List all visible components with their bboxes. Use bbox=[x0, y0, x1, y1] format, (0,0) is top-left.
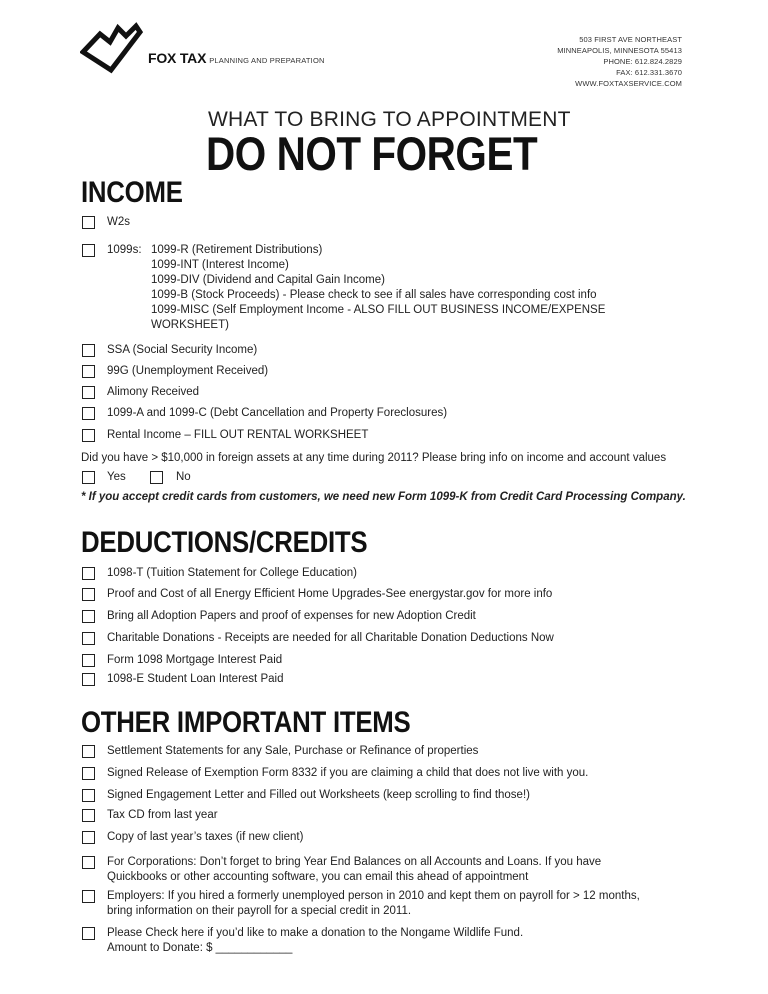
address-line: MINNEAPOLIS, MINNESOTA 55413 bbox=[557, 46, 682, 55]
item-label: Signed Engagement Letter and Filled out Worksheets (keep scrolling to find those!) bbox=[107, 789, 530, 801]
no-label: No bbox=[176, 471, 191, 483]
form-1099-line: 1099-INT (Interest Income) bbox=[151, 259, 289, 271]
donation-line: Please Check here if you’d like to make a donation to the Nongame Wildlife Fund. bbox=[107, 927, 524, 939]
checkbox-w2s[interactable] bbox=[82, 216, 95, 229]
checkbox-engagement[interactable] bbox=[82, 789, 95, 802]
checkbox-mortgage[interactable] bbox=[82, 654, 95, 667]
item-label: 99G (Unemployment Received) bbox=[107, 365, 269, 377]
form-1099s-label: 1099s: bbox=[107, 244, 142, 256]
yes-label: Yes bbox=[107, 471, 126, 483]
item-label: Bring all Adoption Papers and proof of expenses for new Adoption Credit bbox=[107, 610, 476, 622]
checkbox-no[interactable] bbox=[150, 471, 163, 484]
item-label: Rental Income – FILL OUT RENTAL WORKSHEET bbox=[107, 429, 369, 441]
fox-tax-logo-icon bbox=[80, 22, 144, 78]
employers-line: Employers: If you hired a formerly unemployed person in 2010 and kept them on payroll for > 12 months, bbox=[107, 890, 640, 902]
page-title: DO NOT FORGET bbox=[206, 127, 538, 180]
checkbox-nongame-wildlife[interactable] bbox=[82, 927, 95, 940]
item-label: Proof and Cost of all Energy Efficient Home Upgrades-See energystar.gov for more info bbox=[107, 588, 553, 600]
checkbox-last-year-taxes[interactable] bbox=[82, 831, 95, 844]
item-label: SSA (Social Security Income) bbox=[107, 344, 258, 356]
checkbox-alimony[interactable] bbox=[82, 386, 95, 399]
phone: PHONE: 612.824.2829 bbox=[603, 57, 682, 66]
item-label: Settlement Statements for any Sale, Purchase or Refinance of properties bbox=[107, 745, 479, 757]
corporations-line: Quickbooks or other accounting software, you can email this ahead of appointment bbox=[107, 871, 529, 883]
section-heading-other: OTHER IMPORTANT ITEMS bbox=[81, 706, 411, 739]
checkbox-student-loan[interactable] bbox=[82, 673, 95, 686]
item-label: W2s bbox=[107, 216, 130, 228]
form-1099-line: 1099-R (Retirement Distributions) bbox=[151, 244, 323, 256]
address-block bbox=[557, 34, 682, 89]
corporations-line: For Corporations: Don’t forget to bring Year End Balances on all Accounts and Loans. If you have bbox=[107, 856, 602, 868]
checkbox-1098t[interactable] bbox=[82, 567, 95, 580]
website: WWW.FOXTAXSERVICE.COM bbox=[575, 79, 682, 88]
fax: FAX: 612.331.3670 bbox=[616, 68, 682, 77]
donation-amount[interactable]: Amount to Donate: $ ____________ bbox=[107, 942, 293, 954]
item-label: Tax CD from last year bbox=[107, 809, 218, 821]
checkbox-adoption[interactable] bbox=[82, 610, 95, 623]
checkbox-tax-cd[interactable] bbox=[82, 809, 95, 822]
item-label: Copy of last year’s taxes (if new client) bbox=[107, 831, 304, 843]
section-heading-income: INCOME bbox=[81, 176, 183, 209]
item-label: 1098-E Student Loan Interest Paid bbox=[107, 673, 284, 685]
item-label: Charitable Donations - Receipts are needed for all Charitable Donation Deductions Now bbox=[107, 632, 554, 644]
checkbox-ssa[interactable] bbox=[82, 344, 95, 357]
foreign-assets-question: Did you have > $10,000 in foreign assets at any time during 2011? Please bring info on income and account values bbox=[81, 452, 667, 464]
form-1099-line: 1099-B (Stock Proceeds) - Please check to see if all sales have corresponding cost info bbox=[151, 289, 597, 301]
form-1099-line: 1099-DIV (Dividend and Capital Gain Income) bbox=[151, 274, 385, 286]
checkbox-rental-income[interactable] bbox=[82, 429, 95, 442]
checkbox-1099a-1099c[interactable] bbox=[82, 407, 95, 420]
checkbox-99g[interactable] bbox=[82, 365, 95, 378]
brand bbox=[148, 50, 325, 66]
item-label: Alimony Received bbox=[107, 386, 200, 398]
section-heading-deductions: DEDUCTIONS/CREDITS bbox=[81, 526, 368, 559]
checkbox-settlement[interactable] bbox=[82, 745, 95, 758]
employers-line: bring information on their payroll for a special credit in 2011. bbox=[107, 905, 412, 917]
brand-tagline: PLANNING AND PREPARATION bbox=[209, 56, 325, 65]
checkbox-employers[interactable] bbox=[82, 890, 95, 903]
checkbox-corporations[interactable] bbox=[82, 856, 95, 869]
page-subtitle: WHAT TO BRING TO APPOINTMENT bbox=[208, 108, 571, 131]
address-line: 503 FIRST AVE NORTHEAST bbox=[579, 35, 682, 44]
item-label: 1098-T (Tuition Statement for College Education) bbox=[107, 567, 357, 579]
checkbox-charitable[interactable] bbox=[82, 632, 95, 645]
credit-card-note: * If you accept credit cards from customers, we need new Form 1099-K from Credit Card Processing Company. bbox=[81, 491, 686, 503]
item-label: 1099-A and 1099-C (Debt Cancellation and Property Foreclosures) bbox=[107, 407, 448, 419]
checkbox-form-8332[interactable] bbox=[82, 767, 95, 780]
item-label: Form 1098 Mortgage Interest Paid bbox=[107, 654, 283, 666]
checkbox-energy[interactable] bbox=[82, 588, 95, 601]
checkbox-1099s[interactable] bbox=[82, 244, 95, 257]
item-label: Signed Release of Exemption Form 8332 if you are claiming a child that does not live with you. bbox=[107, 767, 589, 779]
checkbox-yes[interactable] bbox=[82, 471, 95, 484]
form-1099-line: 1099-MISC (Self Employment Income - ALSO FILL OUT BUSINESS INCOME/EXPENSE bbox=[151, 304, 606, 316]
brand-name: FOX TAX bbox=[148, 50, 207, 66]
form-1099-line: WORKSHEET) bbox=[151, 319, 229, 331]
